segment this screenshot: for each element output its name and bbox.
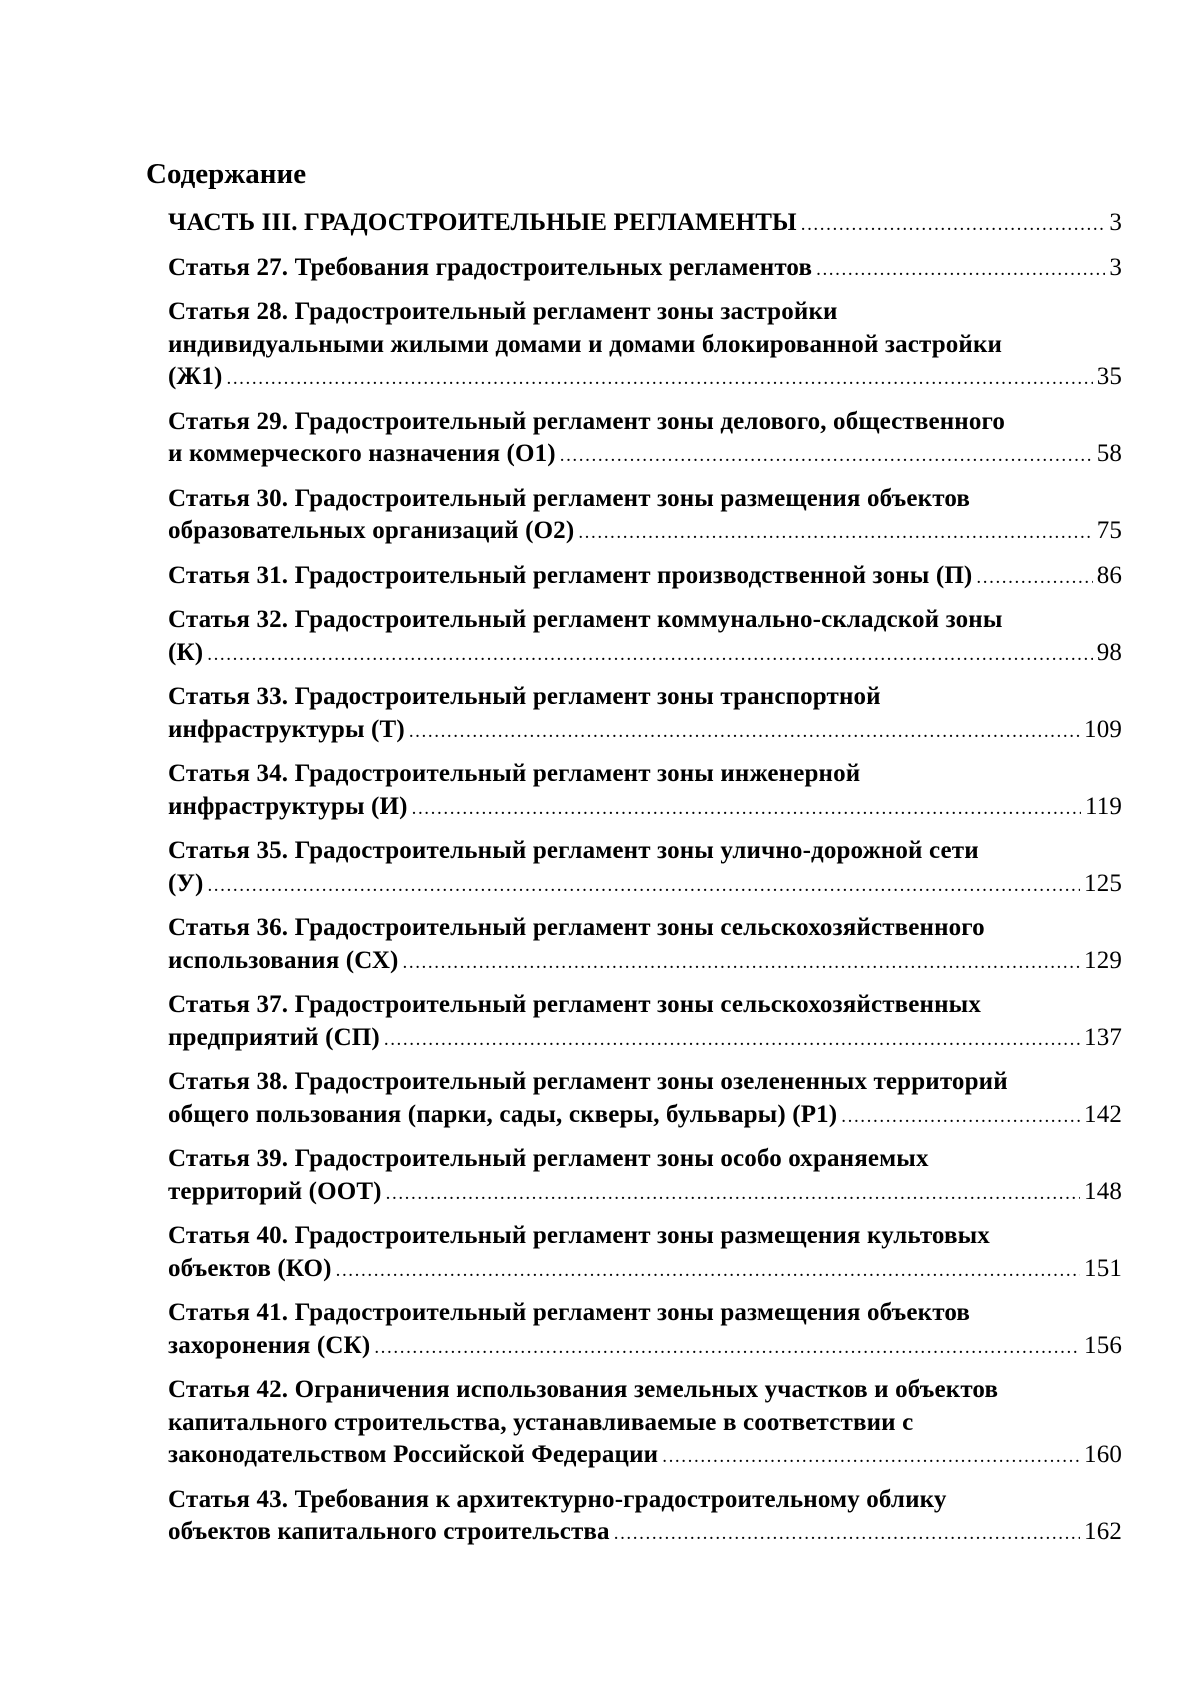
toc-entry-text: (Ж1) xyxy=(168,363,223,390)
toc-entry-line xyxy=(168,1022,1122,1057)
toc-entry-line xyxy=(168,868,1122,903)
toc-entry-text: Статья 32. Градостроительный регламент коммунально-складской зоны xyxy=(168,606,1003,633)
toc-page-number: 142 xyxy=(1084,1100,1122,1128)
toc-page-number: 58 xyxy=(1096,440,1122,467)
toc-entry-line xyxy=(168,1220,1122,1253)
toc-entry-line xyxy=(168,560,1122,595)
dot-leader xyxy=(560,440,1093,473)
toc-entry-line xyxy=(168,296,1122,329)
toc-entry-line xyxy=(168,329,1122,362)
toc-entry-line xyxy=(168,1407,1122,1440)
toc-entry[interactable] xyxy=(168,1297,1122,1364)
toc-entry-line xyxy=(168,1330,1122,1365)
toc-entry-text: объектов капитального строительства xyxy=(168,1518,610,1545)
toc-entry-text: Статья 43. Требования к архитектурно-градостроительному облику xyxy=(168,1485,947,1513)
dot-leader xyxy=(386,1178,1080,1211)
toc-page-number: 137 xyxy=(1084,1023,1122,1051)
toc-page-number: 151 xyxy=(1084,1254,1122,1282)
toc-entry-text: инфраструктуры (И) xyxy=(168,792,408,820)
toc-entry-line xyxy=(168,604,1122,637)
dot-leader xyxy=(801,209,1106,242)
toc-entry-text: индивидуальными жилыми домами и домами блокированной застройки xyxy=(168,330,1003,358)
toc-entry-line xyxy=(168,1066,1122,1099)
dot-leader xyxy=(841,1101,1080,1134)
toc-page-number: 148 xyxy=(1084,1177,1122,1205)
toc-entry-text: (У) xyxy=(168,869,204,897)
dot-leader xyxy=(976,562,1092,595)
toc-entry-line xyxy=(168,989,1122,1022)
toc-entry-text: Статья 38. Градостроительный регламент зоны озелененных территорий xyxy=(168,1068,1008,1095)
dot-leader xyxy=(578,517,1092,550)
toc-page-number: 160 xyxy=(1084,1441,1122,1468)
toc-entry-line xyxy=(168,945,1122,980)
toc-entry-line xyxy=(168,912,1122,945)
toc-entry-text: Статья 40. Градостроительный регламент зоны размещения культовых xyxy=(168,1222,990,1249)
toc-entry-text: Статья 41. Градостроительный регламент зоны размещения объектов xyxy=(168,1299,970,1326)
toc-entry-line xyxy=(168,835,1122,868)
toc-entry-line xyxy=(168,515,1122,550)
toc-page-number: 3 xyxy=(1109,253,1122,281)
toc-entry-text: Статья 27. Требования градостроительных регламентов xyxy=(168,253,813,281)
toc-entry-text: Статья 39. Градостроительный регламент зоны особо охраняемых xyxy=(168,1145,929,1172)
toc-entry-line xyxy=(168,758,1122,791)
toc-entry-line xyxy=(168,714,1122,749)
dot-leader xyxy=(384,1024,1080,1057)
dot-leader xyxy=(336,1255,1080,1288)
toc-page-number: 98 xyxy=(1096,638,1122,666)
toc-entry-text: Статья 42. Ограничения использования земельных участков и объектов xyxy=(168,1376,999,1403)
toc-entry-text: образовательных организаций (О2) xyxy=(168,517,575,544)
toc-entry-text: инфраструктуры (Т) xyxy=(168,715,405,743)
toc-entry[interactable] xyxy=(168,1066,1122,1133)
toc-title: Содержание xyxy=(146,158,307,190)
toc-entry-line xyxy=(168,406,1122,439)
dot-leader xyxy=(412,793,1081,826)
toc-entry-text: общего пользования (парки, сады, скверы, бульвары) (Р1) xyxy=(168,1100,838,1128)
toc-page-number: 125 xyxy=(1084,869,1122,897)
toc-entry-text: Статья 33. Градостроительный регламент зоны транспортной xyxy=(168,683,881,710)
toc-entry-text: Статья 37. Градостроительный регламент зоны сельскохозяйственных xyxy=(168,991,981,1018)
toc-entry-line xyxy=(168,1099,1122,1134)
toc-list xyxy=(168,207,1122,1561)
dot-leader xyxy=(403,947,1081,980)
toc-entry-line xyxy=(168,252,1122,287)
toc-entry-line xyxy=(168,1484,1122,1517)
dot-leader xyxy=(207,639,1092,672)
toc-page-number: 156 xyxy=(1084,1331,1122,1359)
toc-page-number: 75 xyxy=(1096,517,1122,544)
toc-page-number: 119 xyxy=(1084,792,1122,820)
toc-entry-text: Статья 30. Градостроительный регламент зоны размещения объектов xyxy=(168,484,970,512)
dot-leader xyxy=(614,1518,1080,1551)
dot-leader xyxy=(374,1332,1080,1365)
toc-entry-line xyxy=(168,791,1122,826)
dot-leader xyxy=(226,363,1092,396)
toc-page-number: 162 xyxy=(1084,1518,1122,1545)
toc-entry-text: Статья 36. Градостроительный регламент зоны сельскохозяйственного xyxy=(168,914,985,941)
toc-page-number: 35 xyxy=(1096,363,1122,390)
toc-entry-line xyxy=(168,637,1122,672)
dot-leader xyxy=(816,254,1105,287)
toc-entry-text: Статья 35. Градостроительный регламент зоны улично-дорожной сети xyxy=(168,837,979,864)
dot-leader xyxy=(207,870,1080,903)
toc-entry-line xyxy=(168,1176,1122,1211)
toc-entry[interactable] xyxy=(168,1220,1122,1287)
toc-entry[interactable] xyxy=(168,758,1122,825)
toc-entry[interactable] xyxy=(168,835,1122,902)
toc-entry-text: территорий (ООТ) xyxy=(168,1177,382,1205)
toc-entry[interactable] xyxy=(168,912,1122,979)
toc-entry[interactable] xyxy=(168,1484,1122,1551)
toc-entry-text: Статья 28. Градостроительный регламент зоны застройки xyxy=(168,298,838,325)
toc-entry[interactable] xyxy=(168,483,1122,550)
toc-entry-line xyxy=(168,1374,1122,1407)
toc-page-number: 86 xyxy=(1096,561,1122,589)
toc-entry-line xyxy=(168,1297,1122,1330)
toc-entry[interactable] xyxy=(168,406,1122,473)
toc-entry[interactable] xyxy=(168,296,1122,396)
toc-entry-line xyxy=(168,438,1122,473)
toc-entry-text: Статья 34. Градостроительный регламент зоны инженерной xyxy=(168,760,861,787)
toc-entry[interactable] xyxy=(168,1143,1122,1210)
toc-entry-line xyxy=(168,207,1122,242)
toc-entry-line xyxy=(168,1516,1122,1551)
toc-entry-text: законодательством Российской Федерации xyxy=(168,1441,659,1468)
toc-entry-line xyxy=(168,361,1122,396)
dot-leader xyxy=(409,716,1080,749)
toc-entry-text: использования (СХ) xyxy=(168,946,399,974)
toc-entry[interactable] xyxy=(168,1374,1122,1474)
toc-entry[interactable] xyxy=(168,560,1122,595)
toc-entry-text: объектов (КО) xyxy=(168,1254,332,1282)
toc-entry-text: (К) xyxy=(168,638,204,666)
dot-leader xyxy=(662,1441,1080,1474)
toc-entry-text: предприятий (СП) xyxy=(168,1023,380,1051)
toc-entry-text: Статья 31. Градостроительный регламент производственной зоны (П) xyxy=(168,561,973,589)
toc-entry-line xyxy=(168,1439,1122,1474)
toc-entry[interactable] xyxy=(168,207,1122,242)
toc-entry-text: капитального строительства, устанавливаемые в соответствии с xyxy=(168,1408,914,1436)
toc-entry-text: захоронения (СК) xyxy=(168,1331,371,1359)
toc-page-number: 109 xyxy=(1084,715,1122,743)
toc-page-number: 3 xyxy=(1109,209,1122,236)
toc-entry-line xyxy=(168,681,1122,714)
toc-entry-text: и коммерческого назначения (О1) xyxy=(168,440,556,467)
toc-entry-line xyxy=(168,1253,1122,1288)
toc-entry[interactable] xyxy=(168,989,1122,1056)
toc-entry-line xyxy=(168,483,1122,516)
toc-entry[interactable] xyxy=(168,681,1122,748)
toc-entry[interactable] xyxy=(168,252,1122,287)
toc-entry-text: Статья 29. Градостроительный регламент зоны делового, общественного xyxy=(168,407,1006,435)
toc-entry[interactable] xyxy=(168,604,1122,671)
toc-entry-line xyxy=(168,1143,1122,1176)
toc-entry-text: ЧАСТЬ III. ГРАДОСТРОИТЕЛЬНЫЕ РЕГЛАМЕНТЫ xyxy=(168,209,797,236)
toc-page-number: 129 xyxy=(1084,946,1122,974)
